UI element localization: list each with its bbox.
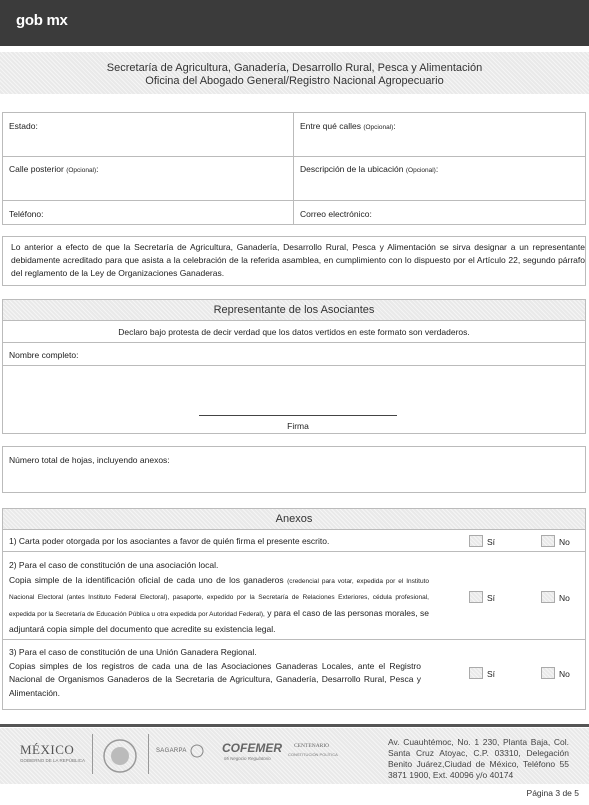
anexo-2-no-label: No <box>559 593 570 603</box>
gobmx-logo: gob mx <box>16 12 68 29</box>
representante-section <box>2 299 586 434</box>
declaro-text: Declaro bajo protesta de decir verdad que los datos vertidos en este formato son verdaderos. <box>118 327 470 337</box>
anexo-2-si-checkbox[interactable] <box>469 591 483 603</box>
anexo-3-no-label: No <box>559 669 570 679</box>
footer-divider <box>0 724 589 727</box>
anexo-3-no-checkbox[interactable] <box>541 667 555 679</box>
anexo-2-text: 2) Para el caso de constitución de una asociación local. Copia simple de la identificación oficial de cada uno de los ganaderos (credencial para votar, expedida por el Instituto Nacional Electoral (antes Instituto Federal Electoral), pasaporte, expedido por la Secretaría de Relaciones Exteriores, cédula profesional, expedida por la Secretaría de Educación Pública u otra expedida por Autoridad Federal), y para el caso de las personas morales, se adjuntará copia simple del documento que acredite su existencia legal. <box>9 560 429 634</box>
anexo-3-si-label: Sí <box>487 669 496 679</box>
footer-address: Av. Cuauhtémoc, No. 1 230, Planta Baja, Col. Santa Cruz Atoyac, C.P. 03310, Delegación Benito Juárez,Ciudad de México, Teléfono 55 3871 1900, Ext. 40096 y/o 40174 <box>388 737 569 780</box>
address-fields-table <box>2 112 586 225</box>
firma-label: Firma <box>287 421 309 431</box>
anexo-3-text: 3) Para el caso de constitución de una Unión Ganadera Regional. Copias simples de los registros de cada una de las Asociaciones Ganaderas Locales, ante el Registro Nacional de Organismos Ganaderos de la Secretaria de Agricultura, Ganadería, Desarrollo Rural, Pesca y Alimentación. <box>9 647 421 698</box>
entre-calles-label: Entre qué calles (Opcional): <box>300 121 396 131</box>
statement-box <box>2 236 586 286</box>
anexo-1-no-checkbox[interactable] <box>541 535 555 547</box>
hojas-label: Número total de hojas, incluyendo anexos: <box>9 455 170 465</box>
anexo-2-no-checkbox[interactable] <box>541 591 555 603</box>
estado-label: Estado: <box>9 121 38 131</box>
sagarpa-emblem-icon <box>190 742 204 760</box>
coat-of-arms-icon <box>100 736 140 776</box>
statement-paragraph: Lo anterior a efecto de que la Secretaría de Agricultura, Ganadería, Desarrollo Rural, Pesca y Alimentación se sirva designar a un representante debidamente acreditado para que asista a la celebración de la referida asamblea, en cumplimiento con lo dispuesto por el Artículo 22, segundo párrafo del reglamento de la Ley de Organizaciones Ganaderas. <box>11 242 585 278</box>
page-number: Página 3 de 5 <box>526 788 579 798</box>
anexo-1-text: 1) Carta poder otorgada por los asociantes a favor de quién firma el presente escrito. <box>9 536 330 546</box>
anexos-section <box>2 508 586 710</box>
anexo-1-si-label: Sí <box>487 537 496 547</box>
firma-line <box>199 415 397 416</box>
hojas-box <box>2 446 586 493</box>
sagarpa-logo: SAGARPA <box>156 748 187 754</box>
centenario-logo: CENTENARIO <box>294 743 330 749</box>
descripcion-label: Descripción de la ubicación (Opcional): <box>300 164 439 174</box>
anexo-2-si-label: Sí <box>487 593 496 603</box>
correo-label: Correo electrónico: <box>300 209 372 219</box>
anexos-title: Anexos <box>3 509 585 529</box>
mexico-sub: GOBIERNO DE LA REPÚBLICA <box>20 758 86 763</box>
nombre-completo-label: Nombre completo: <box>9 350 79 360</box>
calle-posterior-label: Calle posterior (Opcional): <box>9 164 99 174</box>
anexo-3-si-checkbox[interactable] <box>469 667 483 679</box>
header-line2: Oficina del Abogado General/Registro Nacional Agropecuario <box>145 75 444 87</box>
cofemer-logo: COFEMER <box>222 741 282 755</box>
centenario-sub: CONSTITUCIÓN POLÍTICA <box>288 752 338 757</box>
representante-title: Representante de los Asociantes <box>3 300 585 320</box>
header-line1: Secretaría de Agricultura, Ganadería, Desarrollo Rural, Pesca y Alimentación <box>106 62 483 74</box>
anexo-1-no-label: No <box>559 537 570 547</box>
cofemer-sub: Mi Negocio Regulatorio <box>224 756 271 761</box>
telefono-label: Teléfono: <box>9 209 44 219</box>
document-header <box>0 52 589 94</box>
anexo-1-si-checkbox[interactable] <box>469 535 483 547</box>
mexico-logo: MÉXICO <box>20 742 75 757</box>
top-bar <box>0 0 589 46</box>
